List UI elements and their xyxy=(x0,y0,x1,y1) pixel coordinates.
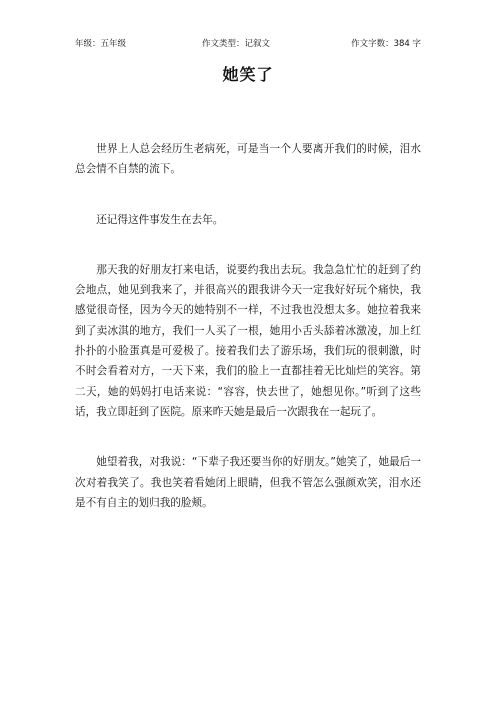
paragraph: 那天我的好朋友打来电话，说要约我出去玩。我急急忙忙的赶到了约会地点，她见到我来了，并很高兴的跟我讲今天一定我好好玩个痛快，我感觉很奇怪，因为今天的她特别不一样，不过我也没想太多。她拉着我来到了卖冰淇的地方，我们一人买了一根，她用小舌头舔着冰激凌，加上红扑扑的小脸蛋真是可爱极了。接着我们去了游乐场，我们玩的很刺激，时不时会看着对方，一天下来，我们的脸上一直都挂着无比灿烂的笑容。第二天，她的妈妈打电话来说：“容容，快去世了，她想见你。”听到了这些话，我立即赶到了医院。原来昨天她是最后一次跟我在一起玩了。 xyxy=(75,263,421,418)
essay-title: 她笑了 xyxy=(222,65,274,84)
paragraph: 还记得这件事发生在去年。 xyxy=(96,213,224,226)
word-count-label: 作文字数：384 字 xyxy=(351,39,421,49)
paragraph: 她望着我，对我说：“下辈子我还要当你的好朋友。”她笑了，她最后一次对着我笑了。我也笑着看她闭上眼睛，但我不管怎么强颜欢笑，泪水还是不有自主的划归我的脸颊。 xyxy=(75,456,421,509)
essay-type-label: 作文类型：记叙文 xyxy=(202,39,271,49)
essay-meta-row xyxy=(75,37,421,51)
essay-body xyxy=(75,139,421,543)
paragraph: 世界上人总会经历生老病死，可是当一个人要离开我们的时候，泪水总会情不自禁的流下。 xyxy=(75,143,421,176)
grade-label: 年级：五年级 xyxy=(75,39,127,49)
